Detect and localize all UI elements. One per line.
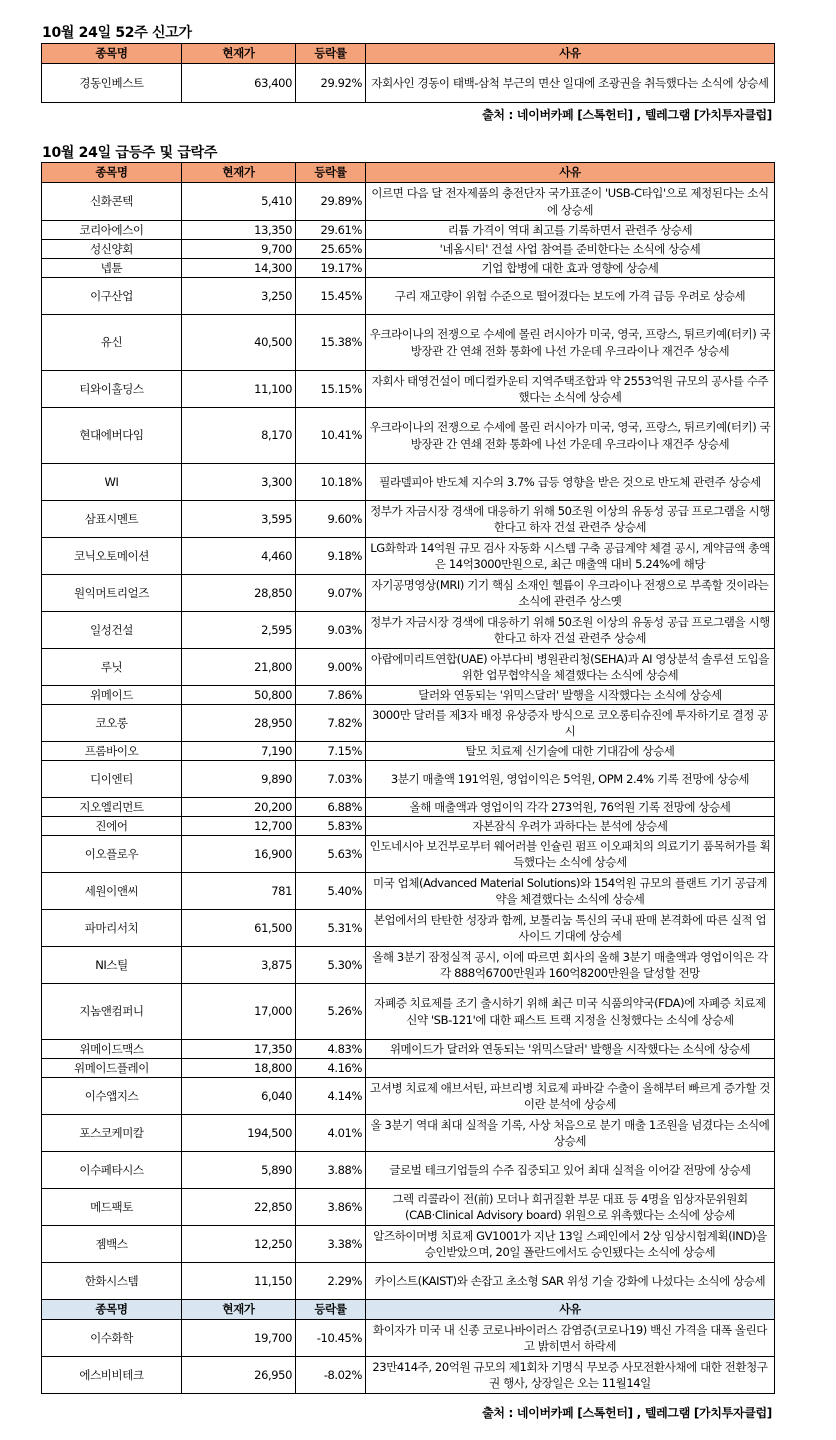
stock-name-cell: 위메이드 xyxy=(42,686,182,705)
table-row xyxy=(42,64,775,103)
stock-name-cell: 젬백스 xyxy=(42,1226,182,1263)
reason-cell: 기업 합병에 대한 효과 영향에 상승세 xyxy=(366,259,775,278)
price-cell: 3,595 xyxy=(182,501,296,538)
price-cell: 5,410 xyxy=(182,183,296,221)
source-credit: 출처 : 네이버카페 [스톡헌터] , 텔레그램 [가치투자클럽] xyxy=(482,108,772,122)
price-cell: 7,190 xyxy=(182,742,296,761)
table-row xyxy=(42,836,775,873)
header-change-rate: 등락률 xyxy=(296,163,366,183)
reason-cell: 이르면 다음 달 전자제품의 충전단자 국가표준이 'USB-C타입'으로 제정된다는 소식에 상승세 xyxy=(366,183,775,221)
stock-name-cell: 유신 xyxy=(42,315,182,371)
reason-cell: 필라델피아 반도체 지수의 3.7% 급등 영향을 받은 것으로 반도체 관련주 상승세 xyxy=(366,464,775,501)
stock-name-cell: 에스비비테크 xyxy=(42,1357,182,1394)
change-rate-cell: 5.83% xyxy=(296,817,366,836)
change-rate-cell: 15.45% xyxy=(296,278,366,315)
change-rate-cell: 10.18% xyxy=(296,464,366,501)
stock-name-cell: 포스코케미칼 xyxy=(42,1115,182,1152)
reason-cell: '네옴시티' 건설 사업 참여를 준비한다는 소식에 상승세 xyxy=(366,240,775,259)
price-cell: 12,250 xyxy=(182,1226,296,1263)
stock-name-cell: WI xyxy=(42,464,182,501)
stock-name-cell: 루닛 xyxy=(42,649,182,686)
stock-name-cell: 넵튠 xyxy=(42,259,182,278)
price-cell: 50,800 xyxy=(182,686,296,705)
table-row xyxy=(42,1115,775,1152)
table-row xyxy=(42,947,775,984)
price-cell: 3,250 xyxy=(182,278,296,315)
price-cell: 9,700 xyxy=(182,240,296,259)
price-cell: 11,100 xyxy=(182,371,296,408)
price-cell: 5,890 xyxy=(182,1152,296,1189)
price-cell: 12,700 xyxy=(182,817,296,836)
price-cell: 4,460 xyxy=(182,538,296,575)
price-cell: 13,350 xyxy=(182,221,296,240)
header-stock-name: 종목명 xyxy=(42,1300,182,1320)
stock-name-cell: 위메이드플레이 xyxy=(42,1059,182,1078)
reason-cell: 3000만 달러를 제3자 배정 유상증자 방식으로 코오롱티슈진에 투자하기로 결정 공시 xyxy=(366,705,775,742)
reason-cell: 고셔병 치료제 애브서틴, 파브리병 치료제 파바갈 수출이 올해부터 빠르게 증가할 것이란 분석에 상승세 xyxy=(366,1078,775,1115)
table-row xyxy=(42,278,775,315)
table-row xyxy=(42,183,775,221)
header-change-rate: 등락률 xyxy=(296,1300,366,1320)
change-rate-cell: 6.88% xyxy=(296,798,366,817)
price-cell: 18,800 xyxy=(182,1059,296,1078)
reason-cell: 인도네시아 보건부로부터 웨어러블 인슐린 펌프 이오패치의 의료기기 품목허가를 획득했다는 소식에 상승세 xyxy=(366,836,775,873)
price-cell: 61,500 xyxy=(182,910,296,947)
header-stock-name: 종목명 xyxy=(42,163,182,183)
price-cell: 3,300 xyxy=(182,464,296,501)
change-rate-cell: 9.07% xyxy=(296,575,366,612)
reason-cell: 본업에서의 탄탄한 성장과 함께, 보툴리눔 톡신의 국내 판매 본격화에 따른 실적 업사이드 기대에 상승세 xyxy=(366,910,775,947)
stock-name-cell: 이수앱지스 xyxy=(42,1078,182,1115)
stock-name-cell: 티와이홀딩스 xyxy=(42,371,182,408)
table-row xyxy=(42,761,775,798)
table-row xyxy=(42,1152,775,1189)
price-cell: 28,950 xyxy=(182,705,296,742)
table-row xyxy=(42,221,775,240)
change-rate-cell: 2.29% xyxy=(296,1263,366,1300)
reason-cell: 3분기 매출액 191억원, 영업이익은 5억원, OPM 2.4% 기록 전망에 상승세 xyxy=(366,761,775,798)
header-price: 현재가 xyxy=(182,44,296,64)
stock-name-cell: 진에어 xyxy=(42,817,182,836)
section-title-surge-plunge: 10월 24일 급등주 및 급락주 xyxy=(42,145,218,161)
price-cell: 21,800 xyxy=(182,649,296,686)
table-row xyxy=(42,705,775,742)
table-row xyxy=(42,1040,775,1059)
stock-name-cell: 삼표시멘트 xyxy=(42,501,182,538)
price-cell: 17,000 xyxy=(182,984,296,1040)
table-row xyxy=(42,873,775,910)
stock-name-cell: 현대에버다임 xyxy=(42,408,182,464)
header-stock-name: 종목명 xyxy=(42,44,182,64)
header-reason: 사유 xyxy=(366,163,775,183)
price-cell: 11,150 xyxy=(182,1263,296,1300)
reason-cell: 화이자가 미국 내 신종 코로나바이러스 감염증(코로나19) 백신 가격을 대폭 올린다고 밝히면서 하락세 xyxy=(366,1320,775,1357)
change-rate-cell: 7.86% xyxy=(296,686,366,705)
reason-cell: 글로벌 테크기업들의 수주 집중되고 있어 최대 실적을 이어갈 전망에 상승세 xyxy=(366,1152,775,1189)
reason-cell: 구리 재고량이 위험 수준으로 떨어졌다는 보도에 가격 급등 우려로 상승세 xyxy=(366,278,775,315)
table-row xyxy=(42,408,775,464)
table-row xyxy=(42,1078,775,1115)
stock-name-cell: 메드팩토 xyxy=(42,1189,182,1226)
change-rate-cell: -8.02% xyxy=(296,1357,366,1394)
stock-name-cell: 세원이앤씨 xyxy=(42,873,182,910)
change-rate-cell: 3.86% xyxy=(296,1189,366,1226)
table-row xyxy=(42,984,775,1040)
table-header-row-decliners xyxy=(42,1300,775,1320)
change-rate-cell: 10.41% xyxy=(296,408,366,464)
table-header-row xyxy=(42,163,775,183)
table-row xyxy=(42,464,775,501)
header-reason: 사유 xyxy=(366,44,775,64)
price-cell: 19,700 xyxy=(182,1320,296,1357)
change-rate-cell: 29.61% xyxy=(296,221,366,240)
change-rate-cell: 5.63% xyxy=(296,836,366,873)
price-cell: 2,595 xyxy=(182,612,296,649)
high-52week-table xyxy=(41,43,775,103)
reason-cell: 자폐증 치료제를 조기 출시하기 위해 최근 미국 식품의약국(FDA)에 자폐증 치료제 신약 'SB-121'에 대한 패스트 트랙 지정을 신청했다는 소식에 상승세 xyxy=(366,984,775,1040)
price-cell: 28,850 xyxy=(182,575,296,612)
price-cell: 26,950 xyxy=(182,1357,296,1394)
reason-cell: 자본잠식 우려가 과하다는 분석에 상승세 xyxy=(366,817,775,836)
change-rate-cell: 9.18% xyxy=(296,538,366,575)
change-rate-cell: 4.01% xyxy=(296,1115,366,1152)
table-row xyxy=(42,817,775,836)
price-cell: 40,500 xyxy=(182,315,296,371)
table-row xyxy=(42,649,775,686)
reason-cell xyxy=(366,1059,775,1078)
stock-name-cell: 프롬바이오 xyxy=(42,742,182,761)
reason-cell: 우크라이나의 전쟁으로 수세에 몰린 러시아가 미국, 영국, 프랑스, 튀르키예(터키) 국방장관 간 연쇄 전화 통화에 나선 가운데 우크라이나 재건주 상승세 xyxy=(366,408,775,464)
table-row xyxy=(42,686,775,705)
stock-name-cell: 성신양회 xyxy=(42,240,182,259)
reason-cell: 올해 3분기 잠정실적 공시, 이에 따르면 회사의 올해 3분기 매출액과 영업이익은 각각 888억6700만원과 160억8200만원을 달성할 전망 xyxy=(366,947,775,984)
price-cell: 17,350 xyxy=(182,1040,296,1059)
price-cell: 14,300 xyxy=(182,259,296,278)
change-rate-cell: 25.65% xyxy=(296,240,366,259)
table-row xyxy=(42,910,775,947)
table-row xyxy=(42,538,775,575)
change-rate-cell: 7.03% xyxy=(296,761,366,798)
change-rate-cell: 3.38% xyxy=(296,1226,366,1263)
reason-cell: 그렉 리콜라이 전(前) 모더나 희귀질환 부문 대표 등 4명을 임상자문위원회(CAB·Clinical Advisory board) 위원으로 위촉했다는 소식에 상승세 xyxy=(366,1189,775,1226)
change-rate-cell: 5.40% xyxy=(296,873,366,910)
table-row xyxy=(42,742,775,761)
change-rate-cell: 15.38% xyxy=(296,315,366,371)
stock-name-cell: 코오롱 xyxy=(42,705,182,742)
stock-name-cell: 신화콘텍 xyxy=(42,183,182,221)
table-header-row xyxy=(42,44,775,64)
stock-name-cell: 지오엘리먼트 xyxy=(42,798,182,817)
reason-cell: 우크라이나의 전쟁으로 수세에 몰린 러시아가 미국, 영국, 프랑스, 튀르키예(터키) 국방장관 간 연쇄 전화 통화에 나선 가운데 우크라이나 재건주 상승세 xyxy=(366,315,775,371)
price-cell: 16,900 xyxy=(182,836,296,873)
price-cell: 22,850 xyxy=(182,1189,296,1226)
change-rate-cell: 5.30% xyxy=(296,947,366,984)
reason-cell: 23만414주, 20억원 규모의 제1회차 기명식 무보증 사모전환사채에 대한 전환청구권 행사, 상장일은 오는 11월14일 xyxy=(366,1357,775,1394)
section-title-52week-high: 10월 24일 52주 신고가 xyxy=(42,25,192,41)
reason-cell: 미국 업체(Advanced Material Solutions)와 154억원 규모의 플랜트 기기 공급계약을 체결했다는 소식에 상승세 xyxy=(366,873,775,910)
stock-name-cell: 원익머트리얼즈 xyxy=(42,575,182,612)
table-row xyxy=(42,1226,775,1263)
stock-name-cell: 한화시스템 xyxy=(42,1263,182,1300)
change-rate-cell: 4.14% xyxy=(296,1078,366,1115)
change-rate-cell: 5.31% xyxy=(296,910,366,947)
table-row xyxy=(42,1320,775,1357)
header-price: 현재가 xyxy=(182,163,296,183)
reason-cell: 아랍에미리트연합(UAE) 아부다비 병원관리청(SEHA)과 AI 영상분석 솔루션 도입을 위한 업무협약식을 체결했다는 소식에 상승세 xyxy=(366,649,775,686)
stock-name-cell: 이오플로우 xyxy=(42,836,182,873)
surge-plunge-table xyxy=(41,162,775,1394)
price-cell: 3,875 xyxy=(182,947,296,984)
table-row xyxy=(42,575,775,612)
change-rate-cell: 9.60% xyxy=(296,501,366,538)
change-rate-cell: 7.82% xyxy=(296,705,366,742)
price-cell: 8,170 xyxy=(182,408,296,464)
price-cell: 6,040 xyxy=(182,1078,296,1115)
change-rate-cell: 4.16% xyxy=(296,1059,366,1078)
table-row xyxy=(42,371,775,408)
reason-cell: 정부가 자금시장 경색에 대응하기 위해 50조원 이상의 유동성 공급 프로그램을 시행한다고 하자 건설 관련주 상승세 xyxy=(366,501,775,538)
stock-name-cell: 디이엔티 xyxy=(42,761,182,798)
table-row xyxy=(42,259,775,278)
table-row xyxy=(42,315,775,371)
change-rate-cell: -10.45% xyxy=(296,1320,366,1357)
stock-name-cell: 코닉오토메이션 xyxy=(42,538,182,575)
stock-name-cell: 이수화학 xyxy=(42,1320,182,1357)
header-price: 현재가 xyxy=(182,1300,296,1320)
reason-cell: 자회사 태영건설이 메디컬카운티 지역주택조합과 약 2553억원 규모의 공사를 수주했다는 소식에 상승세 xyxy=(366,371,775,408)
change-rate-cell: 5.26% xyxy=(296,984,366,1040)
reason-cell: 달러와 연동되는 '위믹스달러' 발행을 시작했다는 소식에 상승세 xyxy=(366,686,775,705)
reason-cell: 위메이드가 달러와 연동되는 '위믹스달러' 발행을 시작했다는 소식에 상승세 xyxy=(366,1040,775,1059)
table-row xyxy=(42,1357,775,1394)
stock-name-cell: 위메이드맥스 xyxy=(42,1040,182,1059)
price-cell: 20,200 xyxy=(182,798,296,817)
stock-name-cell: NI스틸 xyxy=(42,947,182,984)
reason-cell: 정부가 자금시장 경색에 대응하기 위해 50조원 이상의 유동성 공급 프로그램을 시행한다고 하자 건설 관련주 상승세 xyxy=(366,612,775,649)
change-rate-cell: 15.15% xyxy=(296,371,366,408)
reason-cell: 올 3분기 역대 최대 실적을 기록, 사상 처음으로 분기 매출 1조원을 넘겼다는 소식에 상승세 xyxy=(366,1115,775,1152)
source-credit: 출처 : 네이버카페 [스톡헌터] , 텔레그램 [가치투자클럽] xyxy=(482,1406,772,1420)
table-row xyxy=(42,501,775,538)
price-cell: 9,890 xyxy=(182,761,296,798)
stock-name-cell: 이수페타시스 xyxy=(42,1152,182,1189)
price-cell: 194,500 xyxy=(182,1115,296,1152)
reason-cell: LG화학과 14억원 규모 검사 자동화 시스템 구축 공급계약 체결 공시, 계약금액 총액은 14억3000만원으로, 최근 매출액 대비 5.24%에 해당 xyxy=(366,538,775,575)
stock-name-cell: 지놈앤컴퍼니 xyxy=(42,984,182,1040)
stock-name-cell: 경동인베스트 xyxy=(42,64,182,103)
reason-cell: 올해 매출액과 영업이익 각각 273억원, 76억원 기록 전망에 상승세 xyxy=(366,798,775,817)
header-change-rate: 등락률 xyxy=(296,44,366,64)
stock-name-cell: 파마리서치 xyxy=(42,910,182,947)
price-cell: 781 xyxy=(182,873,296,910)
stock-name-cell: 이구산업 xyxy=(42,278,182,315)
change-rate-cell: 29.92% xyxy=(296,64,366,103)
header-reason: 사유 xyxy=(366,1300,775,1320)
reason-cell: 카이스트(KAIST)와 손잡고 초소형 SAR 위성 기술 강화에 나섰다는 소식에 상승세 xyxy=(366,1263,775,1300)
change-rate-cell: 9.00% xyxy=(296,649,366,686)
change-rate-cell: 9.03% xyxy=(296,612,366,649)
stock-name-cell: 코리아에스이 xyxy=(42,221,182,240)
table-row xyxy=(42,1263,775,1300)
reason-cell: 자회사인 경동이 태백-삼척 부근의 면산 일대에 조광권을 취득했다는 소식에 상승세 xyxy=(366,64,775,103)
change-rate-cell: 29.89% xyxy=(296,183,366,221)
reason-cell: 탈모 치료제 신기술에 대한 기대감에 상승세 xyxy=(366,742,775,761)
change-rate-cell: 19.17% xyxy=(296,259,366,278)
change-rate-cell: 4.83% xyxy=(296,1040,366,1059)
table-row xyxy=(42,612,775,649)
change-rate-cell: 3.88% xyxy=(296,1152,366,1189)
table-row xyxy=(42,1189,775,1226)
table-row xyxy=(42,240,775,259)
change-rate-cell: 7.15% xyxy=(296,742,366,761)
reason-cell: 리튬 가격이 역대 최고를 기록하면서 관련주 상승세 xyxy=(366,221,775,240)
stock-name-cell: 일성건설 xyxy=(42,612,182,649)
reason-cell: 자기공명영상(MRI) 기기 핵심 소재인 헬륨이 우크라이나 전쟁으로 부족할 것이라는 소식에 관련주 상스옛 xyxy=(366,575,775,612)
price-cell: 63,400 xyxy=(182,64,296,103)
table-row xyxy=(42,1059,775,1078)
reason-cell: 알즈하이머병 치료제 GV1001가 지난 13일 스페인에서 2상 임상시험계획(IND)을 승인받았으며, 20일 폴란드에서도 승인됐다는 소식에 상승세 xyxy=(366,1226,775,1263)
table-row xyxy=(42,798,775,817)
